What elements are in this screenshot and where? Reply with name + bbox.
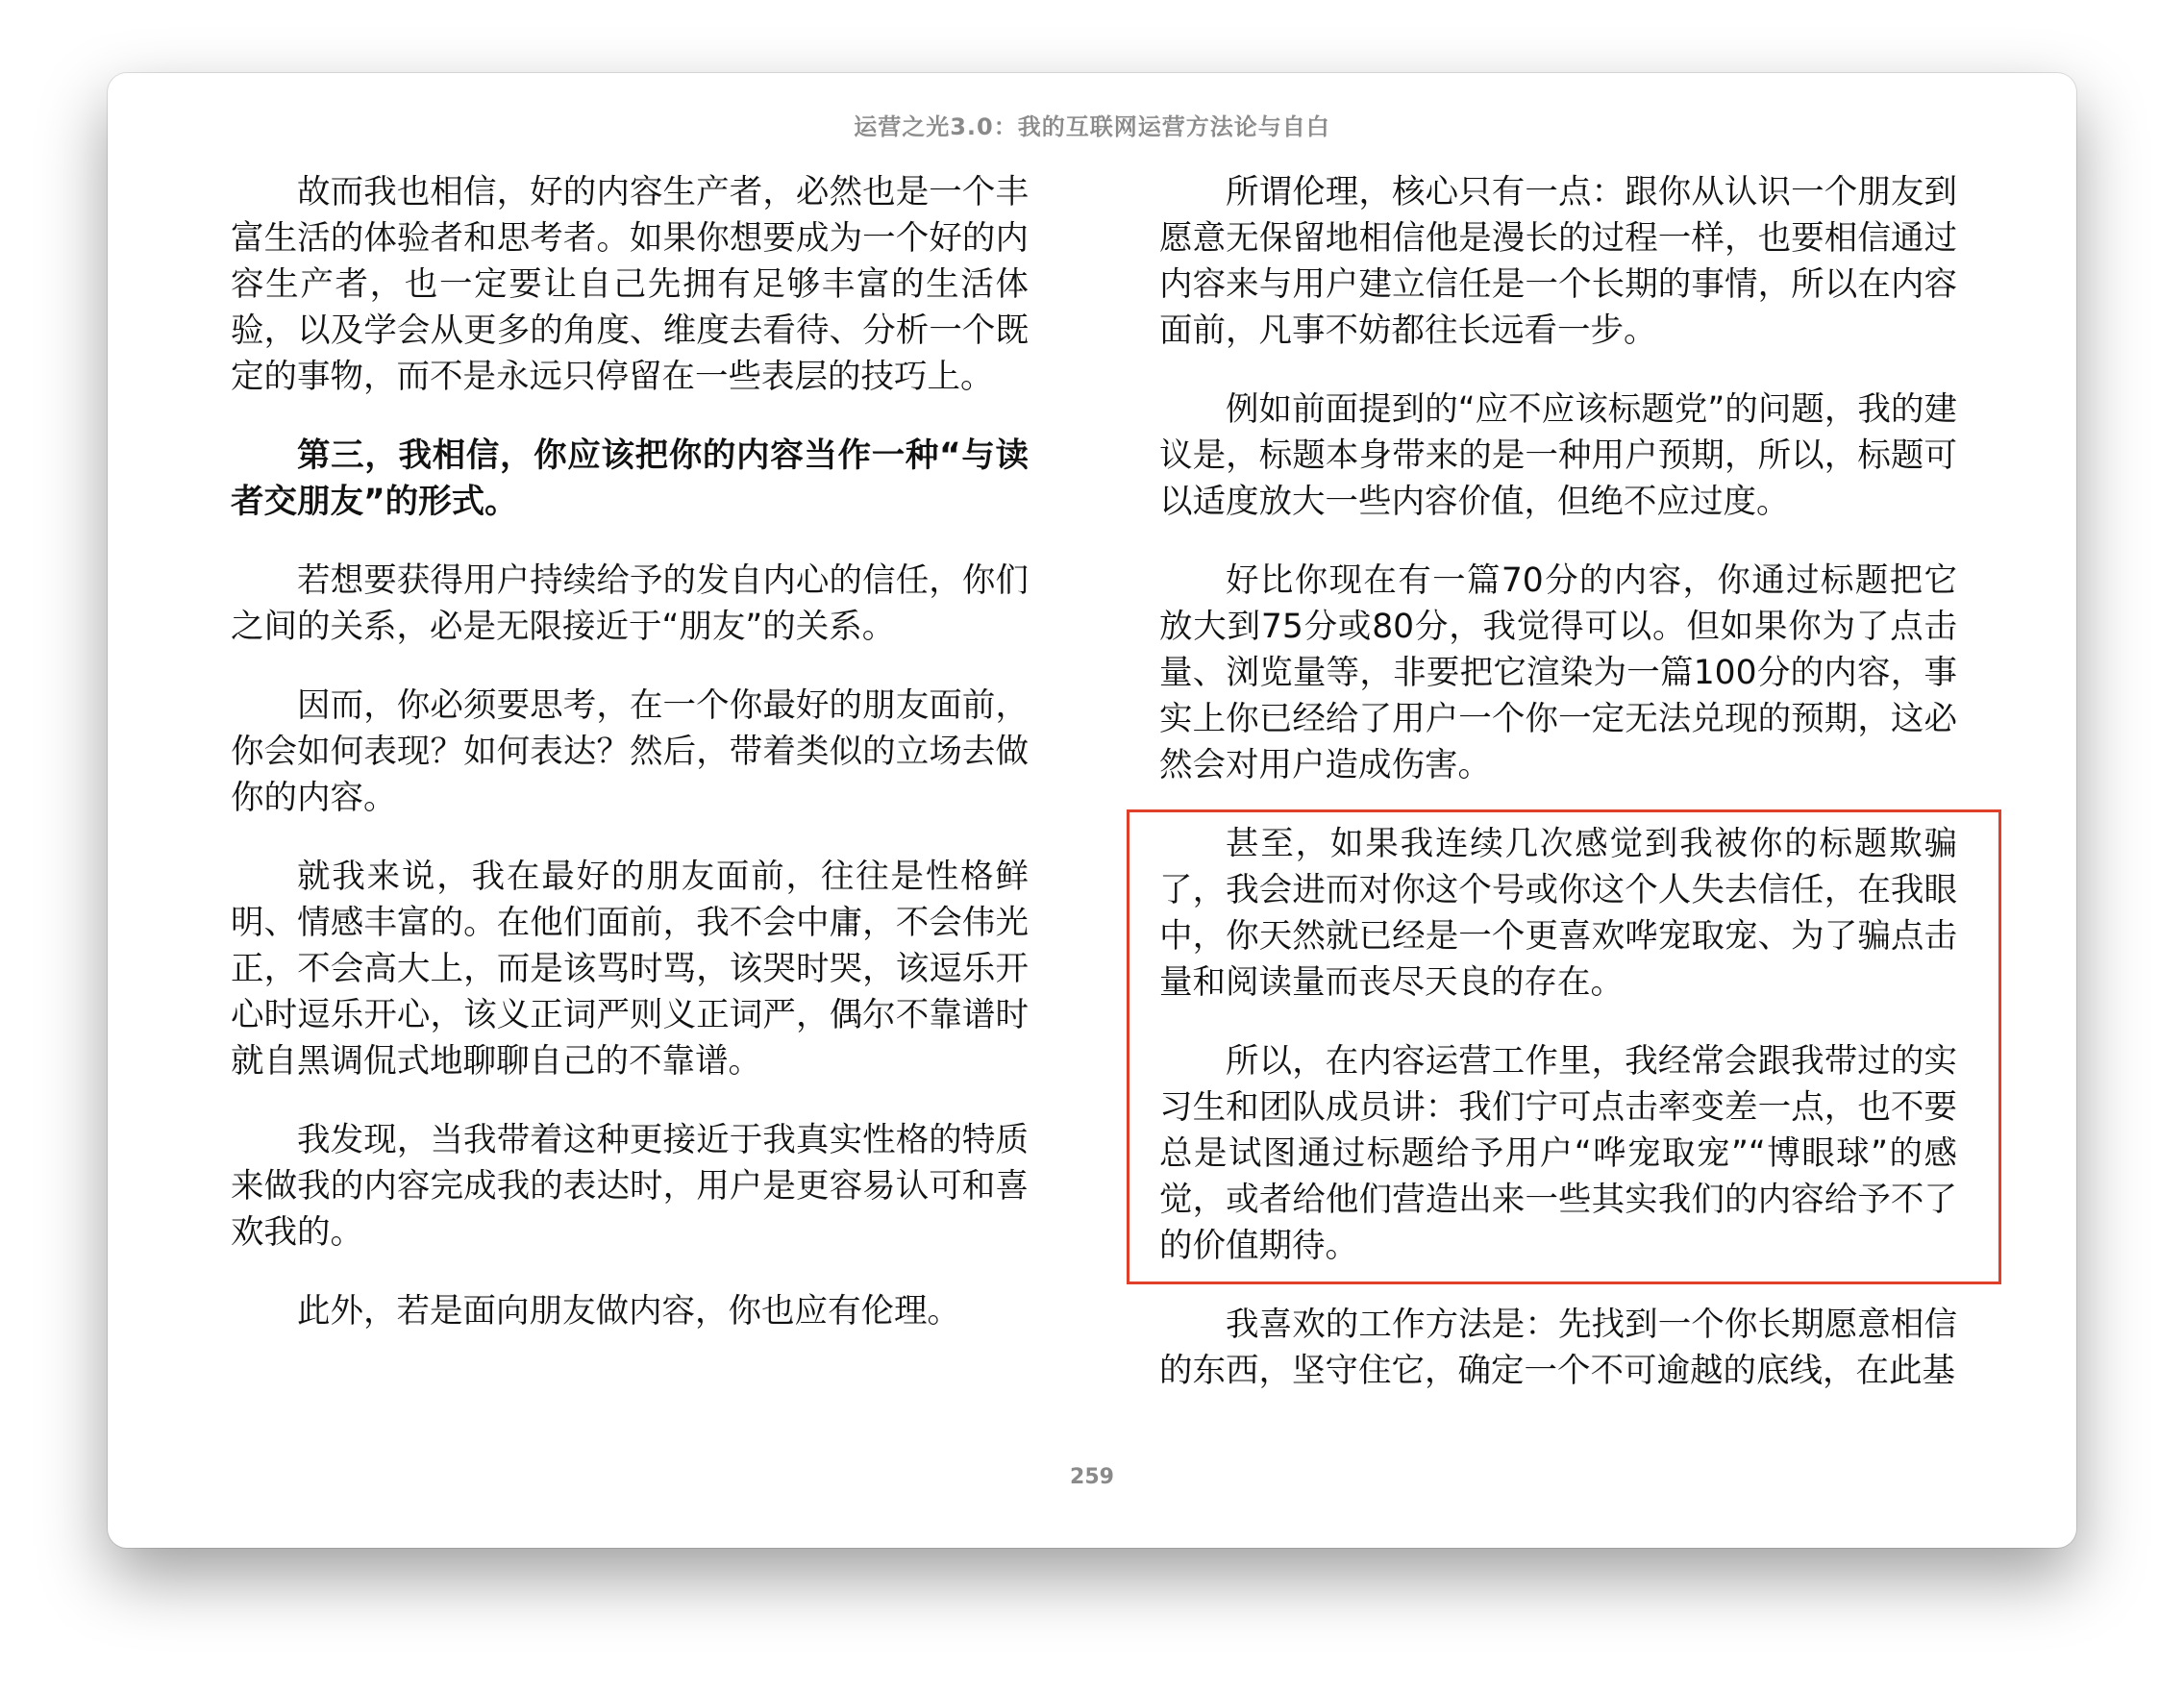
paragraph: 我发现，当我带着这种更接近于我真实性格的特质来做我的内容完成我的表达时，用户是更容易认可和喜欢我的。 <box>231 1121 1029 1252</box>
paragraph: 所谓伦理，核心只有一点：跟你从认识一个朋友到愿意无保留地相信他是漫长的过程一样，也要相信通过内容来与用户建立信任是一个长期的事情，所以在内容面前，凡事不妨都往长远看一步。 <box>1159 173 1957 350</box>
paragraph: 故而我也相信，好的内容生产者，必然也是一个丰富生活的体验者和思考者。如果你想要成为一个好的内容生产者，也一定要让自己先拥有足够丰富的生活体验，以及学会从更多的角度、维度去看待、分析一个既定的事物，而不是永远只停留在一些表层的技巧上。 <box>231 173 1029 396</box>
paragraph: 就我来说，我在最好的朋友面前，往往是性格鲜明、情感丰富的。在他们面前，我不会中庸，不会伟光正，不会高大上，而是该骂时骂，该哭时哭，该逗乐开心时逗乐开心，该义正词严则义正词严，偶尔不靠谱时就自黑调侃式地聊聊自己的不靠谱。 <box>231 858 1029 1081</box>
bold-heading-paragraph: 第三，我相信，你应该把你的内容当作一种“与读者交朋友”的形式。 <box>231 436 1029 521</box>
paragraph: 例如前面提到的“应不应该标题党”的问题，我的建议是，标题本身带来的是一种用户预期，所以，标题可以适度放大一些内容价值，但绝不应过度。 <box>1159 390 1957 521</box>
highlight-annotation-box <box>1127 809 2001 1284</box>
page-number: 259 <box>1070 1465 1114 1489</box>
left-page-column <box>231 169 1029 1367</box>
paragraph: 因而，你必须要思考，在一个你最好的朋友面前，你会如何表现？如何表达？然后，带着类似的立场去做你的内容。 <box>231 686 1029 817</box>
paragraph: 若想要获得用户持续给予的发自内心的信任，你们之间的关系，必是无限接近于“朋友”的关系。 <box>231 561 1029 646</box>
reader-window <box>108 73 2076 1548</box>
paragraph: 此外，若是面向朋友做内容，你也应有伦理。 <box>297 1292 960 1331</box>
paragraph: 我喜欢的工作方法是：先找到一个你长期愿意相信的东西，坚守住它，确定一个不可逾越的底线，在此基 <box>1159 1306 1957 1390</box>
book-title: 运营之光3.0：我的互联网运营方法论与自白 <box>854 113 1330 140</box>
highlighted-paragraph: 甚至，如果我连续几次感觉到我被你的标题欺骗了，我会进而对你这个号或你这个人失去信任，在我眼中，你天然就已经是一个更喜欢哗宠取宠、为了骗点击量和阅读量而丧尽天良的存在。 <box>1159 825 1957 1002</box>
highlighted-paragraph: 所以，在内容运营工作里，我经常会跟我带过的实习生和团队成员讲：我们宁可点击率变差一点，也不要总是试图通过标题给予用户“哗宠取宠”“博眼球”的感觉，或者给他们营造出来一些其实我们的内容给予不了的价值期待。 <box>1159 1042 1957 1265</box>
paragraph: 好比你现在有一篇70分的内容，你通过标题把它放大到75分或80分，我觉得可以。但如果你为了点击量、浏览量等，非要把它渲染为一篇100分的内容，事实上你已经给了用户一个你一定无法兑现的预期，这必然会对用户造成伤害。 <box>1159 561 1957 784</box>
